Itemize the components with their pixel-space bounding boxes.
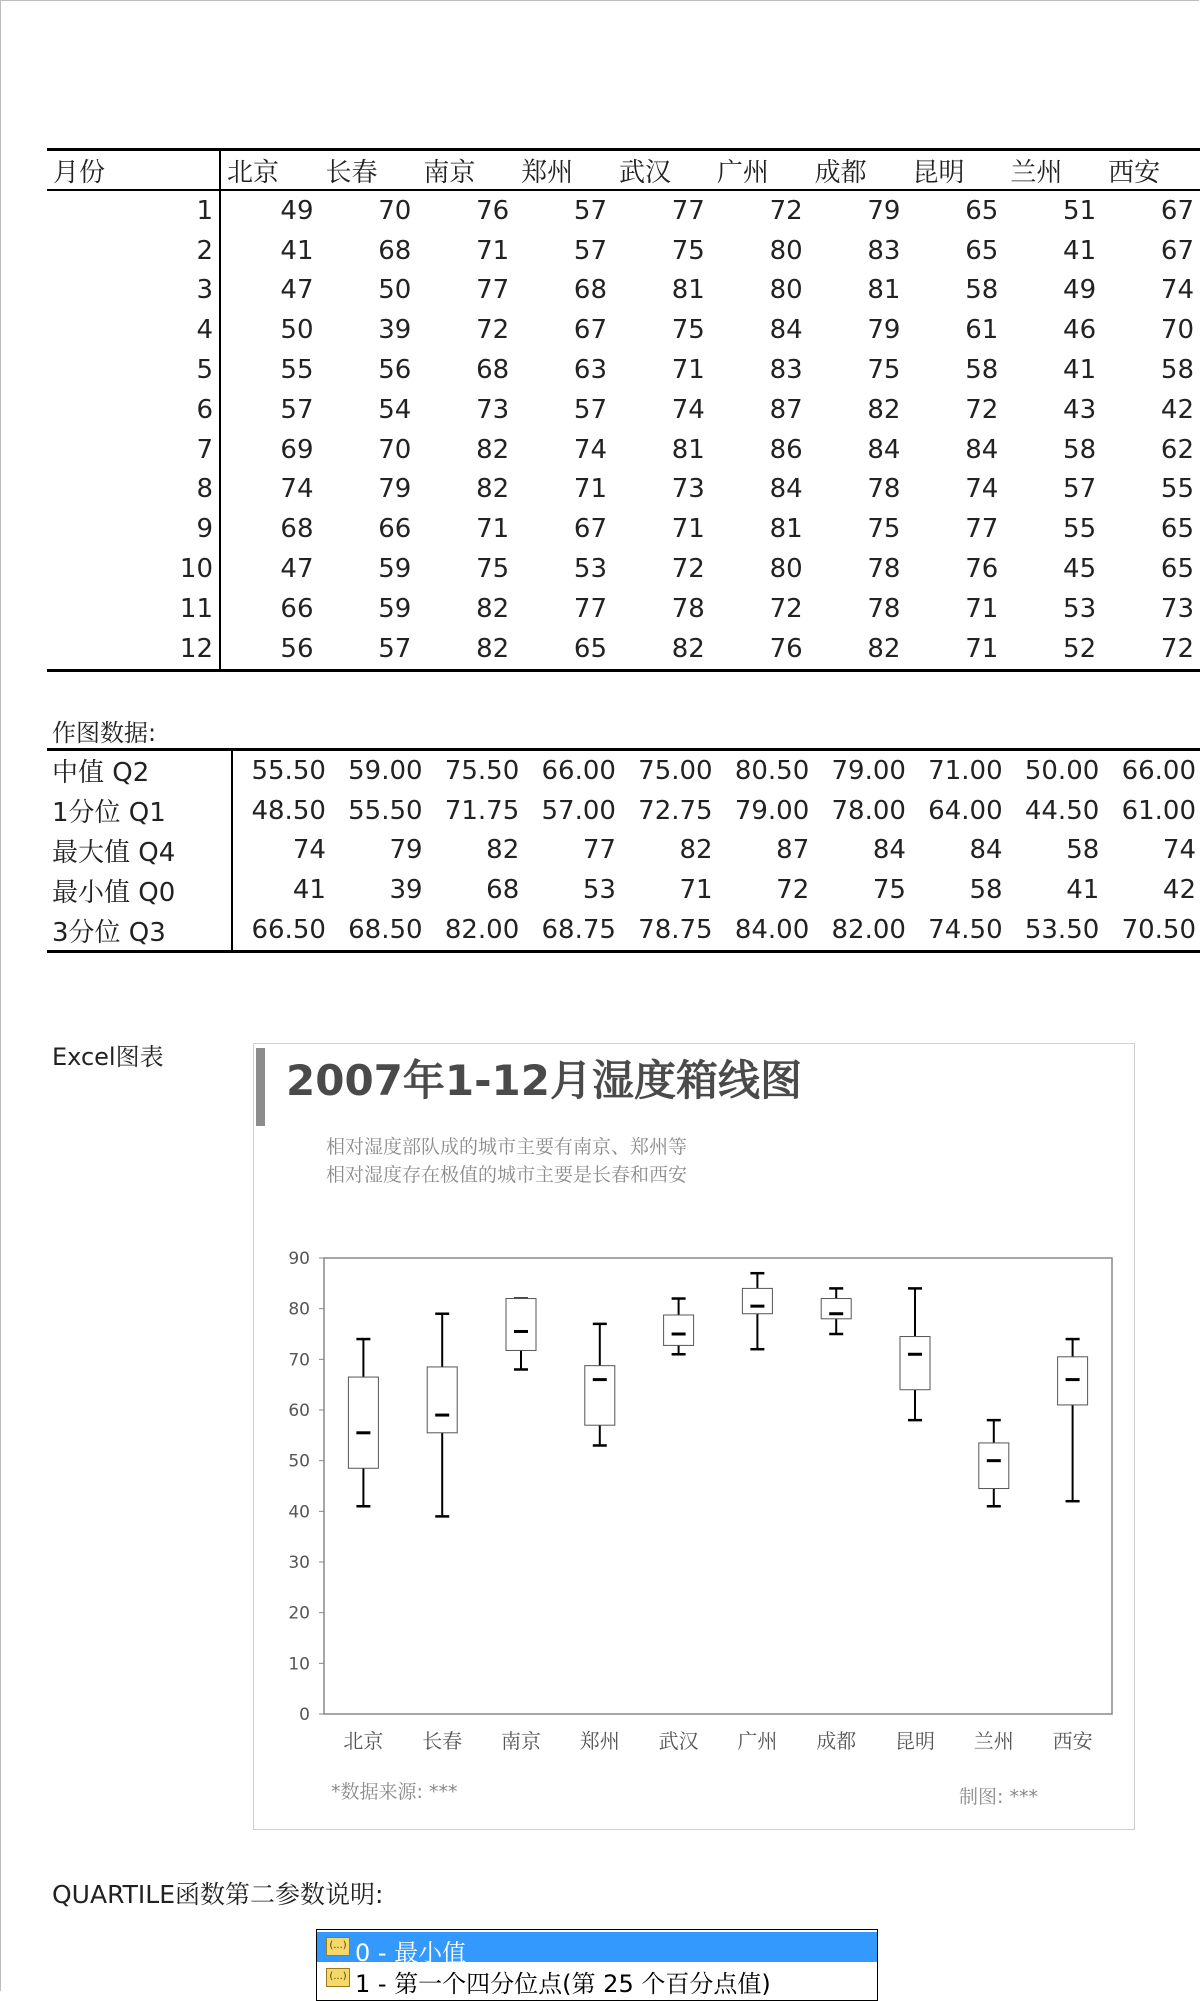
humidity-cell: 68 — [378, 235, 412, 266]
humidity-cell: 82 — [476, 593, 510, 624]
iqr-box — [900, 1337, 930, 1390]
excel-chart-label: Excel图表 — [52, 1043, 164, 1071]
humidity-cell: 66 — [280, 593, 314, 624]
humidity-cell: 74 — [1160, 275, 1194, 306]
table-row — [47, 509, 1200, 549]
humidity-cell: 70 — [378, 195, 412, 226]
stat-value-cell: 71.75 — [444, 795, 520, 826]
humidity-cell: 54 — [378, 394, 412, 425]
humidity-cell: 71 — [906, 629, 1004, 670]
stat-value-cell: 68.75 — [523, 910, 620, 951]
humidity-cell: 84 — [867, 434, 901, 465]
stat-value-cell: 84.00 — [717, 910, 814, 951]
humidity-cell: 76 — [965, 554, 999, 585]
stat-value-cell: 82.00 — [813, 910, 910, 951]
humidity-cell: 78 — [867, 593, 901, 624]
humidity-cell: 42 — [1160, 394, 1194, 425]
humidity-cell: 74 — [965, 474, 999, 505]
stat-label-cell: 1分位 Q1 — [47, 791, 232, 831]
month-cell: 6 — [47, 390, 220, 430]
humidity-cell: 77 — [965, 514, 999, 545]
plot-data-table — [47, 748, 1200, 953]
source-note: *数据来源: *** — [331, 1781, 458, 1803]
y-tick-label: 70 — [288, 1350, 310, 1371]
stat-value-cell: 75.00 — [620, 750, 717, 791]
humidity-cell: 78 — [867, 474, 901, 505]
humidity-cell: 75 — [671, 235, 705, 266]
iqr-box — [979, 1443, 1009, 1489]
humidity-cell: 72 — [965, 394, 999, 425]
stat-value-cell: 72.75 — [638, 795, 713, 826]
city-column-header: 北京 — [220, 150, 320, 191]
table-row — [47, 549, 1200, 589]
stat-value-cell: 55.50 — [348, 795, 423, 826]
stat-value-cell: 74 — [1162, 835, 1196, 866]
table-row — [47, 390, 1200, 430]
stat-value-cell: 66.00 — [1103, 750, 1200, 791]
stat-label-cell: 中值 Q2 — [47, 750, 232, 791]
stat-value-cell: 87 — [776, 835, 810, 866]
humidity-cell: 80 — [769, 235, 803, 266]
humidity-cell: 65 — [1160, 514, 1194, 545]
stat-value-cell: 70.50 — [1103, 910, 1200, 951]
table-row — [47, 271, 1200, 311]
stat-value-cell: 74 — [292, 835, 326, 866]
city-column-header: 郑州 — [515, 150, 613, 191]
city-column-header: 西安 — [1102, 150, 1200, 191]
humidity-cell: 81 — [867, 275, 901, 306]
iqr-box — [506, 1299, 536, 1351]
humidity-cell: 71 — [476, 514, 510, 545]
humidity-cell: 57 — [280, 394, 314, 425]
stat-value-cell: 75.50 — [427, 750, 524, 791]
humidity-cell: 67 — [1160, 235, 1194, 266]
stat-value-cell: 41 — [292, 875, 326, 906]
stat-label-cell: 最小值 Q0 — [47, 870, 232, 910]
humidity-cell: 65 — [965, 195, 999, 226]
x-category-label: 广州 — [737, 1729, 778, 1753]
stat-value-cell: 57.00 — [541, 795, 616, 826]
month-cell: 2 — [47, 231, 220, 271]
humidity-cell: 75 — [867, 355, 901, 386]
month-cell: 5 — [47, 350, 220, 390]
stat-value-cell: 71 — [679, 875, 713, 906]
y-tick-label: 30 — [288, 1553, 310, 1573]
humidity-cell: 71 — [965, 593, 999, 624]
humidity-cell: 72 — [476, 315, 510, 346]
y-tick-label: 20 — [288, 1603, 310, 1624]
humidity-cell: 72 — [769, 195, 803, 226]
chart-subtitle-line-1: 相对湿度部队成的城市主要有南京、郑州等 — [326, 1136, 688, 1158]
humidity-cell: 61 — [965, 315, 999, 346]
humidity-cell: 81 — [769, 514, 803, 545]
stat-value-cell: 68.50 — [330, 910, 427, 951]
stat-value-cell: 53.50 — [1007, 910, 1104, 951]
stat-value-cell: 75 — [872, 875, 906, 906]
humidity-cell: 68 — [280, 514, 314, 545]
iqr-box — [427, 1367, 457, 1433]
stat-value-cell: 59.00 — [330, 750, 427, 791]
iqr-box — [348, 1377, 378, 1468]
humidity-cell: 78 — [867, 554, 901, 585]
humidity-cell: 62 — [1160, 434, 1194, 465]
humidity-cell: 41 — [1063, 355, 1097, 386]
month-cell: 10 — [47, 549, 220, 589]
humidity-cell: 70 — [1160, 315, 1194, 346]
humidity-cell: 71 — [671, 514, 705, 545]
chart-card — [253, 1043, 1135, 1830]
humidity-cell: 80 — [769, 275, 803, 306]
table-row — [47, 310, 1200, 350]
humidity-cell: 58 — [1160, 355, 1194, 386]
humidity-cell: 65 — [515, 629, 613, 670]
humidity-cell: 70 — [378, 434, 412, 465]
humidity-cell: 58 — [1063, 434, 1097, 465]
stat-value-cell: 82 — [486, 835, 520, 866]
quartile-note-label: QUARTILE函数第二参数说明: — [52, 1880, 384, 1909]
function-argument-dropdown[interactable] — [316, 1929, 878, 2001]
humidity-cell: 86 — [769, 434, 803, 465]
humidity-cell: 58 — [965, 275, 999, 306]
humidity-cell: 45 — [1063, 554, 1097, 585]
stat-value-cell: 74.50 — [910, 910, 1007, 951]
stat-value-cell: 79 — [389, 835, 423, 866]
humidity-cell: 57 — [320, 629, 418, 670]
humidity-cell: 87 — [769, 394, 803, 425]
chart-title: 2007年1-12月湿度箱线图 — [286, 1056, 802, 1105]
humidity-cell: 65 — [1160, 554, 1194, 585]
iqr-box — [664, 1315, 694, 1345]
table-header-row — [47, 150, 1200, 191]
stat-value-cell: 68 — [486, 875, 520, 906]
humidity-cell: 47 — [280, 275, 314, 306]
credit-note: 制图: *** — [959, 1786, 1038, 1808]
humidity-cell: 65 — [965, 235, 999, 266]
stat-value-cell: 39 — [389, 875, 423, 906]
dropdown-item-label: 1 - 第一个四分位点(第 25 个百分点值) — [355, 1970, 771, 1998]
dropdown-item-q1[interactable] — [317, 1963, 877, 1998]
humidity-cell: 75 — [476, 554, 510, 585]
plot-data-row — [47, 791, 1200, 831]
stat-value-cell: 50.00 — [1007, 750, 1104, 791]
month-cell: 3 — [47, 271, 220, 311]
stat-value-cell: 42 — [1162, 875, 1196, 906]
humidity-cell: 57 — [573, 394, 607, 425]
x-category-label: 北京 — [343, 1729, 384, 1753]
stat-value-cell: 44.50 — [1024, 795, 1100, 826]
plot-data-title: 作图数据: — [52, 719, 157, 747]
humidity-cell: 72 — [769, 593, 803, 624]
y-tick-label: 50 — [288, 1451, 310, 1472]
stat-label-cell: 3分位 Q3 — [47, 910, 232, 951]
y-tick-label: 60 — [288, 1401, 310, 1421]
humidity-cell: 75 — [867, 514, 901, 545]
humidity-cell: 81 — [671, 275, 705, 306]
humidity-cell: 74 — [671, 394, 705, 425]
humidity-cell: 68 — [476, 355, 510, 386]
humidity-cell: 47 — [280, 554, 314, 585]
x-category-label: 武汉 — [658, 1729, 699, 1753]
city-column-header: 广州 — [711, 150, 809, 191]
humidity-cell: 74 — [573, 434, 607, 465]
city-column-header: 昆明 — [906, 150, 1004, 191]
humidity-cell: 79 — [867, 315, 901, 346]
humidity-cell: 69 — [280, 434, 314, 465]
humidity-cell: 75 — [671, 315, 705, 346]
table-row — [47, 430, 1200, 470]
humidity-cell: 46 — [1063, 315, 1097, 346]
humidity-cell: 68 — [573, 275, 607, 306]
humidity-cell: 55 — [280, 355, 314, 386]
humidity-cell: 67 — [573, 514, 607, 545]
stat-value-cell: 82 — [679, 835, 713, 866]
month-cell: 9 — [47, 509, 220, 549]
month-column-header: 月份 — [47, 150, 220, 191]
month-cell: 7 — [47, 430, 220, 470]
humidity-cell: 41 — [280, 235, 314, 266]
stat-value-cell: 78.00 — [831, 795, 906, 826]
city-column-header: 长春 — [320, 150, 418, 191]
city-column-header: 成都 — [809, 150, 907, 191]
stat-value-cell: 53 — [582, 875, 616, 906]
humidity-cell: 56 — [378, 355, 412, 386]
humidity-cell: 82 — [476, 434, 510, 465]
y-tick-label: 10 — [288, 1654, 310, 1675]
boxplot-svg — [254, 1044, 1134, 1829]
humidity-cell: 71 — [573, 474, 607, 505]
humidity-cell: 83 — [769, 355, 803, 386]
month-cell: 1 — [47, 190, 220, 231]
humidity-cell: 80 — [769, 554, 803, 585]
y-tick-label: 90 — [288, 1249, 310, 1269]
stat-value-cell: 78.75 — [620, 910, 717, 951]
humidity-cell: 53 — [1063, 593, 1097, 624]
stat-value-cell: 84 — [969, 835, 1003, 866]
humidity-cell: 59 — [378, 554, 412, 585]
humidity-cell: 73 — [671, 474, 705, 505]
humidity-cell: 76 — [476, 195, 510, 226]
x-category-label: 兰州 — [973, 1729, 1014, 1753]
humidity-cell: 73 — [1160, 593, 1194, 624]
humidity-cell: 81 — [671, 434, 705, 465]
humidity-cell: 71 — [671, 355, 705, 386]
stat-value-cell: 66.50 — [232, 910, 330, 951]
stat-value-cell: 55.50 — [232, 750, 330, 791]
humidity-cell: 51 — [1063, 195, 1097, 226]
humidity-cell: 67 — [573, 315, 607, 346]
humidity-cell: 77 — [671, 195, 705, 226]
humidity-cell: 57 — [573, 235, 607, 266]
y-tick-label: 80 — [288, 1299, 310, 1320]
humidity-cell: 53 — [573, 554, 607, 585]
humidity-cell: 77 — [476, 275, 510, 306]
dropdown-item-label: 0 - 最小值 — [355, 1939, 467, 1967]
table-row — [47, 470, 1200, 510]
stat-value-cell: 58 — [969, 875, 1003, 906]
argument-icon: (...) — [326, 1968, 350, 1987]
table-row — [47, 350, 1200, 390]
stat-value-cell: 41 — [1066, 875, 1100, 906]
stat-value-cell: 66.00 — [523, 750, 620, 791]
humidity-cell: 63 — [573, 355, 607, 386]
humidity-cell: 71 — [476, 235, 510, 266]
month-cell: 12 — [47, 629, 220, 670]
humidity-cell: 49 — [1063, 275, 1097, 306]
stat-value-cell: 72 — [776, 875, 810, 906]
stat-value-cell: 80.50 — [717, 750, 814, 791]
humidity-cell: 56 — [220, 629, 320, 670]
humidity-cell: 39 — [378, 315, 412, 346]
table-row — [47, 190, 1200, 231]
humidity-cell: 82 — [867, 394, 901, 425]
x-category-label: 成都 — [816, 1729, 857, 1753]
stat-value-cell: 48.50 — [251, 795, 326, 826]
x-category-label: 南京 — [501, 1729, 541, 1753]
humidity-cell: 50 — [280, 315, 314, 346]
plot-data-row — [47, 910, 1200, 951]
humidity-cell: 72 — [1102, 629, 1200, 670]
humidity-cell: 52 — [1004, 629, 1102, 670]
y-tick-label: 40 — [288, 1502, 310, 1523]
stat-value-cell: 61.00 — [1121, 795, 1196, 826]
stat-value-cell: 71.00 — [910, 750, 1007, 791]
humidity-cell: 57 — [573, 195, 607, 226]
humidity-cell: 41 — [1063, 235, 1097, 266]
dropdown-item-min[interactable] — [317, 1932, 877, 1967]
iqr-box — [742, 1288, 772, 1313]
x-category-label: 郑州 — [579, 1729, 620, 1753]
stat-value-cell: 79.00 — [813, 750, 910, 791]
humidity-cell: 82 — [613, 629, 711, 670]
stat-value-cell: 84 — [872, 835, 906, 866]
stat-value-cell: 82.00 — [427, 910, 524, 951]
stat-value-cell: 79.00 — [734, 795, 810, 826]
humidity-cell: 79 — [867, 195, 901, 226]
humidity-cell: 59 — [378, 593, 412, 624]
month-cell: 11 — [47, 589, 220, 629]
plot-data-row — [47, 831, 1200, 871]
humidity-cell: 72 — [671, 554, 705, 585]
humidity-cell: 84 — [965, 434, 999, 465]
city-column-header: 武汉 — [613, 150, 711, 191]
iqr-box — [821, 1299, 851, 1319]
humidity-cell: 83 — [867, 235, 901, 266]
humidity-cell: 43 — [1063, 394, 1097, 425]
stat-value-cell: 77 — [582, 835, 616, 866]
humidity-cell: 78 — [671, 593, 705, 624]
humidity-cell: 73 — [476, 394, 510, 425]
humidity-cell: 77 — [573, 593, 607, 624]
humidity-cell: 50 — [378, 275, 412, 306]
y-tick-label: 0 — [299, 1705, 310, 1725]
humidity-cell: 66 — [378, 514, 412, 545]
humidity-cell: 67 — [1160, 195, 1194, 226]
city-column-header: 兰州 — [1004, 150, 1102, 191]
humidity-cell: 55 — [1063, 514, 1097, 545]
table-row — [47, 629, 1200, 670]
humidity-cell: 76 — [711, 629, 809, 670]
humidity-cell: 74 — [280, 474, 314, 505]
month-cell: 4 — [47, 310, 220, 350]
humidity-cell: 82 — [809, 629, 907, 670]
stat-label-cell: 最大值 Q4 — [47, 831, 232, 871]
stat-value-cell: 58 — [1066, 835, 1100, 866]
plot-data-row — [47, 750, 1200, 791]
argument-icon: (...) — [326, 1937, 350, 1956]
humidity-cell: 82 — [476, 474, 510, 505]
chart-subtitle-line-2: 相对湿度存在极值的城市主要是长春和西安 — [326, 1164, 688, 1186]
x-category-label: 西安 — [1052, 1729, 1093, 1753]
table-row — [47, 589, 1200, 629]
stat-value-cell: 64.00 — [928, 795, 1003, 826]
x-category-label: 昆明 — [895, 1729, 935, 1753]
table-row — [47, 231, 1200, 271]
humidity-cell: 49 — [280, 195, 314, 226]
month-cell: 8 — [47, 470, 220, 510]
city-column-header: 南京 — [417, 150, 515, 191]
humidity-cell: 84 — [769, 315, 803, 346]
x-category-label: 长春 — [422, 1729, 463, 1753]
humidity-cell: 55 — [1160, 474, 1194, 505]
humidity-table — [47, 148, 1200, 672]
humidity-cell: 84 — [769, 474, 803, 505]
humidity-cell: 82 — [417, 629, 515, 670]
humidity-cell: 58 — [965, 355, 999, 386]
plot-data-row — [47, 870, 1200, 910]
iqr-box — [585, 1366, 615, 1426]
humidity-cell: 57 — [1063, 474, 1097, 505]
humidity-cell: 79 — [378, 474, 412, 505]
